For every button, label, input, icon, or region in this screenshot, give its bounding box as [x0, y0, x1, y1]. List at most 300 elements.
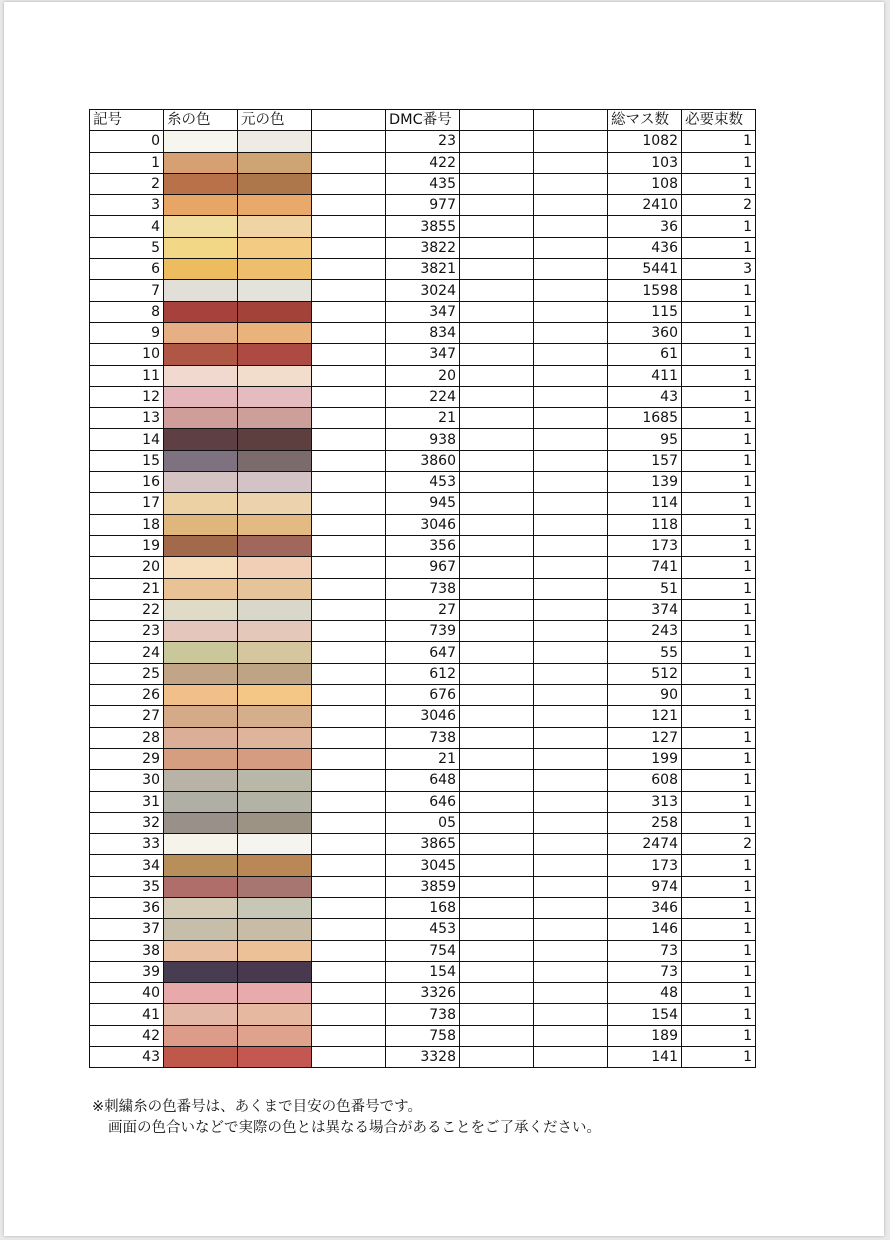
original-color-swatch	[238, 301, 312, 322]
total-cells-cell: 127	[608, 727, 682, 748]
blank-cell	[312, 855, 386, 876]
table-row	[90, 493, 756, 514]
skeins-cell: 1	[682, 940, 756, 961]
original-color-swatch	[238, 940, 312, 961]
table-row	[90, 408, 756, 429]
document-page	[4, 2, 884, 1236]
dmc-number-cell: 738	[386, 578, 460, 599]
skeins-cell: 1	[682, 599, 756, 620]
original-color-swatch	[238, 195, 312, 216]
dmc-number-cell: 3045	[386, 855, 460, 876]
table-row	[90, 429, 756, 450]
blank-cell	[312, 599, 386, 620]
symbol-cell: 40	[90, 983, 164, 1004]
blank-cell	[312, 578, 386, 599]
blank-cell	[312, 301, 386, 322]
symbol-cell: 3	[90, 195, 164, 216]
blank-cell	[460, 642, 534, 663]
thread-color-swatch	[164, 280, 238, 301]
thread-color-swatch	[164, 386, 238, 407]
blank-cell	[312, 1004, 386, 1025]
total-cells-cell: 5441	[608, 259, 682, 280]
blank-cell	[534, 940, 608, 961]
table-row	[90, 897, 756, 918]
original-color-swatch	[238, 408, 312, 429]
blank-cell	[312, 535, 386, 556]
blank-cell	[312, 152, 386, 173]
total-cells-cell: 512	[608, 663, 682, 684]
thread-color-swatch	[164, 919, 238, 940]
skeins-cell: 1	[682, 365, 756, 386]
thread-color-swatch	[164, 1025, 238, 1046]
original-color-swatch	[238, 237, 312, 258]
original-color-swatch	[238, 706, 312, 727]
symbol-cell: 5	[90, 237, 164, 258]
blank-cell	[460, 685, 534, 706]
total-cells-cell: 73	[608, 940, 682, 961]
skeins-cell: 1	[682, 535, 756, 556]
blank-cell	[534, 173, 608, 194]
total-cells-cell: 157	[608, 450, 682, 471]
skeins-cell: 1	[682, 472, 756, 493]
blank-cell	[460, 599, 534, 620]
table-row	[90, 535, 756, 556]
skeins-cell: 1	[682, 578, 756, 599]
blank-cell	[534, 919, 608, 940]
blank-cell	[460, 557, 534, 578]
total-cells-cell: 243	[608, 621, 682, 642]
total-cells-cell: 313	[608, 791, 682, 812]
blank-cell	[312, 514, 386, 535]
original-color-swatch	[238, 344, 312, 365]
blank-cell	[460, 621, 534, 642]
blank-cell	[460, 706, 534, 727]
blank-cell	[460, 983, 534, 1004]
blank-cell	[534, 897, 608, 918]
total-cells-cell: 2410	[608, 195, 682, 216]
skeins-cell: 1	[682, 216, 756, 237]
blank-cell	[460, 216, 534, 237]
dmc-number-cell: 27	[386, 599, 460, 620]
blank-cell	[312, 450, 386, 471]
blank-cell	[312, 770, 386, 791]
dmc-number-cell: 967	[386, 557, 460, 578]
symbol-cell: 29	[90, 748, 164, 769]
thread-color-swatch	[164, 727, 238, 748]
original-color-swatch	[238, 812, 312, 833]
thread-color-swatch	[164, 195, 238, 216]
dmc-number-cell: 3821	[386, 259, 460, 280]
symbol-cell: 33	[90, 834, 164, 855]
total-cells-cell: 411	[608, 365, 682, 386]
total-cells-cell: 2474	[608, 834, 682, 855]
symbol-cell: 23	[90, 621, 164, 642]
blank-cell	[312, 876, 386, 897]
symbol-cell: 18	[90, 514, 164, 535]
dmc-number-cell: 758	[386, 1025, 460, 1046]
dmc-number-cell: 676	[386, 685, 460, 706]
skeins-cell: 1	[682, 557, 756, 578]
blank-cell	[534, 344, 608, 365]
blank-cell	[534, 557, 608, 578]
symbol-cell: 13	[90, 408, 164, 429]
total-cells-cell: 1598	[608, 280, 682, 301]
blank-cell	[534, 727, 608, 748]
skeins-cell: 1	[682, 706, 756, 727]
total-cells-cell: 118	[608, 514, 682, 535]
note-line-1: ※刺繍糸の色番号は、あくまで目安の色番号です。	[92, 1099, 422, 1115]
blank-cell	[460, 280, 534, 301]
total-cells-cell: 51	[608, 578, 682, 599]
thread-color-swatch	[164, 131, 238, 152]
table-row	[90, 195, 756, 216]
original-color-swatch	[238, 365, 312, 386]
blank-cell	[312, 280, 386, 301]
original-color-swatch	[238, 919, 312, 940]
dmc-number-cell: 05	[386, 812, 460, 833]
table-row	[90, 216, 756, 237]
skeins-cell: 1	[682, 663, 756, 684]
dmc-number-cell: 21	[386, 748, 460, 769]
symbol-cell: 17	[90, 493, 164, 514]
skeins-cell: 1	[682, 1004, 756, 1025]
table-row	[90, 748, 756, 769]
original-color-swatch	[238, 429, 312, 450]
thread-color-swatch	[164, 237, 238, 258]
skeins-cell: 1	[682, 1025, 756, 1046]
table-row	[90, 961, 756, 982]
symbol-cell: 6	[90, 259, 164, 280]
table-row	[90, 770, 756, 791]
thread-color-swatch	[164, 834, 238, 855]
table-row	[90, 237, 756, 258]
header-thread-color: 糸の色	[164, 110, 238, 131]
total-cells-cell: 258	[608, 812, 682, 833]
blank-cell	[460, 472, 534, 493]
skeins-cell: 1	[682, 621, 756, 642]
symbol-cell: 28	[90, 727, 164, 748]
skeins-cell: 1	[682, 983, 756, 1004]
skeins-cell: 1	[682, 791, 756, 812]
symbol-cell: 16	[90, 472, 164, 493]
blank-cell	[312, 472, 386, 493]
blank-cell	[534, 322, 608, 343]
blank-cell	[460, 748, 534, 769]
blank-cell	[460, 727, 534, 748]
blank-cell	[460, 855, 534, 876]
blank-cell	[460, 897, 534, 918]
blank-cell	[312, 897, 386, 918]
symbol-cell: 27	[90, 706, 164, 727]
blank-cell	[312, 237, 386, 258]
blank-cell	[460, 386, 534, 407]
table-row	[90, 472, 756, 493]
thread-color-swatch	[164, 748, 238, 769]
original-color-swatch	[238, 770, 312, 791]
skeins-cell: 1	[682, 855, 756, 876]
skeins-cell: 1	[682, 1047, 756, 1068]
header-blank-2	[460, 110, 534, 131]
dmc-number-cell: 154	[386, 961, 460, 982]
blank-cell	[460, 408, 534, 429]
blank-cell	[312, 706, 386, 727]
total-cells-cell: 1082	[608, 131, 682, 152]
total-cells-cell: 36	[608, 216, 682, 237]
thread-color-swatch	[164, 855, 238, 876]
symbol-cell: 39	[90, 961, 164, 982]
blank-cell	[534, 535, 608, 556]
total-cells-cell: 154	[608, 1004, 682, 1025]
total-cells-cell: 43	[608, 386, 682, 407]
total-cells-cell: 189	[608, 1025, 682, 1046]
symbol-cell: 1	[90, 152, 164, 173]
total-cells-cell: 95	[608, 429, 682, 450]
symbol-cell: 10	[90, 344, 164, 365]
total-cells-cell: 48	[608, 983, 682, 1004]
blank-cell	[534, 791, 608, 812]
table-row	[90, 940, 756, 961]
total-cells-cell: 73	[608, 961, 682, 982]
blank-cell	[534, 1025, 608, 1046]
thread-color-swatch	[164, 961, 238, 982]
total-cells-cell: 374	[608, 599, 682, 620]
total-cells-cell: 55	[608, 642, 682, 663]
original-color-swatch	[238, 557, 312, 578]
total-cells-cell: 974	[608, 876, 682, 897]
blank-cell	[460, 514, 534, 535]
dmc-number-cell: 224	[386, 386, 460, 407]
table-row	[90, 876, 756, 897]
thread-color-swatch	[164, 535, 238, 556]
table-row	[90, 557, 756, 578]
skeins-cell: 3	[682, 259, 756, 280]
skeins-cell: 1	[682, 727, 756, 748]
dmc-number-cell: 612	[386, 663, 460, 684]
blank-cell	[534, 748, 608, 769]
thread-color-swatch	[164, 791, 238, 812]
dmc-number-cell: 945	[386, 493, 460, 514]
table-row	[90, 1004, 756, 1025]
dmc-number-cell: 938	[386, 429, 460, 450]
blank-cell	[312, 1047, 386, 1068]
skeins-cell: 1	[682, 642, 756, 663]
symbol-cell: 31	[90, 791, 164, 812]
blank-cell	[312, 791, 386, 812]
blank-cell	[534, 408, 608, 429]
blank-cell	[534, 280, 608, 301]
skeins-cell: 1	[682, 173, 756, 194]
original-color-swatch	[238, 131, 312, 152]
thread-color-swatch	[164, 472, 238, 493]
thread-color-swatch	[164, 514, 238, 535]
symbol-cell: 14	[90, 429, 164, 450]
blank-cell	[460, 791, 534, 812]
original-color-swatch	[238, 216, 312, 237]
thread-color-swatch	[164, 365, 238, 386]
total-cells-cell: 121	[608, 706, 682, 727]
blank-cell	[534, 301, 608, 322]
symbol-cell: 21	[90, 578, 164, 599]
symbol-cell: 15	[90, 450, 164, 471]
table-row	[90, 685, 756, 706]
header-dmc-number: DMC番号	[386, 110, 460, 131]
dmc-number-cell: 168	[386, 897, 460, 918]
dmc-number-cell: 3859	[386, 876, 460, 897]
original-color-swatch	[238, 259, 312, 280]
blank-cell	[460, 770, 534, 791]
original-color-swatch	[238, 642, 312, 663]
total-cells-cell: 139	[608, 472, 682, 493]
symbol-cell: 25	[90, 663, 164, 684]
original-color-swatch	[238, 1047, 312, 1068]
original-color-swatch	[238, 685, 312, 706]
blank-cell	[312, 429, 386, 450]
thread-color-table	[89, 109, 756, 1068]
blank-cell	[534, 706, 608, 727]
symbol-cell: 36	[90, 897, 164, 918]
blank-cell	[312, 173, 386, 194]
thread-color-swatch	[164, 897, 238, 918]
dmc-number-cell: 453	[386, 472, 460, 493]
thread-color-swatch	[164, 812, 238, 833]
symbol-cell: 22	[90, 599, 164, 620]
total-cells-cell: 173	[608, 535, 682, 556]
original-color-swatch	[238, 791, 312, 812]
original-color-swatch	[238, 897, 312, 918]
blank-cell	[534, 365, 608, 386]
blank-cell	[312, 663, 386, 684]
thread-color-swatch	[164, 642, 238, 663]
symbol-cell: 2	[90, 173, 164, 194]
thread-color-swatch	[164, 1047, 238, 1068]
dmc-number-cell: 347	[386, 344, 460, 365]
blank-cell	[460, 301, 534, 322]
original-color-swatch	[238, 578, 312, 599]
disclaimer-note	[92, 1097, 601, 1139]
total-cells-cell: 115	[608, 301, 682, 322]
dmc-number-cell: 754	[386, 940, 460, 961]
dmc-number-cell: 738	[386, 1004, 460, 1025]
symbol-cell: 32	[90, 812, 164, 833]
dmc-number-cell: 834	[386, 322, 460, 343]
original-color-swatch	[238, 152, 312, 173]
table-row	[90, 791, 756, 812]
blank-cell	[312, 685, 386, 706]
original-color-swatch	[238, 663, 312, 684]
thread-color-swatch	[164, 429, 238, 450]
skeins-cell: 2	[682, 834, 756, 855]
symbol-cell: 35	[90, 876, 164, 897]
table-row	[90, 301, 756, 322]
header-blank-1	[312, 110, 386, 131]
total-cells-cell: 346	[608, 897, 682, 918]
symbol-cell: 43	[90, 1047, 164, 1068]
table-row	[90, 152, 756, 173]
symbol-cell: 19	[90, 535, 164, 556]
thread-color-swatch	[164, 770, 238, 791]
thread-color-swatch	[164, 685, 238, 706]
blank-cell	[460, 259, 534, 280]
dmc-number-cell: 3326	[386, 983, 460, 1004]
thread-color-swatch	[164, 599, 238, 620]
total-cells-cell: 360	[608, 322, 682, 343]
symbol-cell: 7	[90, 280, 164, 301]
blank-cell	[312, 259, 386, 280]
thread-color-swatch	[164, 216, 238, 237]
skeins-cell: 1	[682, 152, 756, 173]
dmc-number-cell: 3865	[386, 834, 460, 855]
blank-cell	[312, 621, 386, 642]
skeins-cell: 1	[682, 876, 756, 897]
blank-cell	[534, 642, 608, 663]
original-color-swatch	[238, 983, 312, 1004]
blank-cell	[460, 578, 534, 599]
table-row	[90, 1025, 756, 1046]
blank-cell	[534, 876, 608, 897]
table-row	[90, 131, 756, 152]
skeins-cell: 1	[682, 493, 756, 514]
symbol-cell: 37	[90, 919, 164, 940]
blank-cell	[460, 940, 534, 961]
blank-cell	[460, 812, 534, 833]
blank-cell	[312, 195, 386, 216]
table-row	[90, 259, 756, 280]
table-row	[90, 514, 756, 535]
thread-color-swatch	[164, 983, 238, 1004]
blank-cell	[534, 770, 608, 791]
original-color-swatch	[238, 514, 312, 535]
dmc-number-cell: 739	[386, 621, 460, 642]
header-total-cells: 総マス数	[608, 110, 682, 131]
dmc-number-cell: 356	[386, 535, 460, 556]
blank-cell	[460, 237, 534, 258]
table-row	[90, 599, 756, 620]
table-row	[90, 386, 756, 407]
blank-cell	[534, 131, 608, 152]
thread-color-swatch	[164, 621, 238, 642]
dmc-number-cell: 3822	[386, 237, 460, 258]
original-color-swatch	[238, 173, 312, 194]
original-color-swatch	[238, 961, 312, 982]
note-line-2: 画面の色合いなどで実際の色とは異なる場合があることをご了承ください。	[108, 1120, 601, 1136]
skeins-cell: 1	[682, 280, 756, 301]
blank-cell	[312, 322, 386, 343]
blank-cell	[460, 535, 534, 556]
total-cells-cell: 436	[608, 237, 682, 258]
blank-cell	[312, 131, 386, 152]
dmc-number-cell: 453	[386, 919, 460, 940]
dmc-number-cell: 435	[386, 173, 460, 194]
thread-color-swatch	[164, 578, 238, 599]
table-row	[90, 1047, 756, 1068]
blank-cell	[312, 365, 386, 386]
original-color-swatch	[238, 322, 312, 343]
original-color-swatch	[238, 855, 312, 876]
original-color-swatch	[238, 1004, 312, 1025]
total-cells-cell: 90	[608, 685, 682, 706]
table-row	[90, 727, 756, 748]
blank-cell	[534, 259, 608, 280]
total-cells-cell: 608	[608, 770, 682, 791]
blank-cell	[312, 216, 386, 237]
blank-cell	[534, 1047, 608, 1068]
skeins-cell: 2	[682, 195, 756, 216]
blank-cell	[312, 834, 386, 855]
thread-color-swatch	[164, 408, 238, 429]
skeins-cell: 1	[682, 748, 756, 769]
blank-cell	[312, 1025, 386, 1046]
original-color-swatch	[238, 280, 312, 301]
